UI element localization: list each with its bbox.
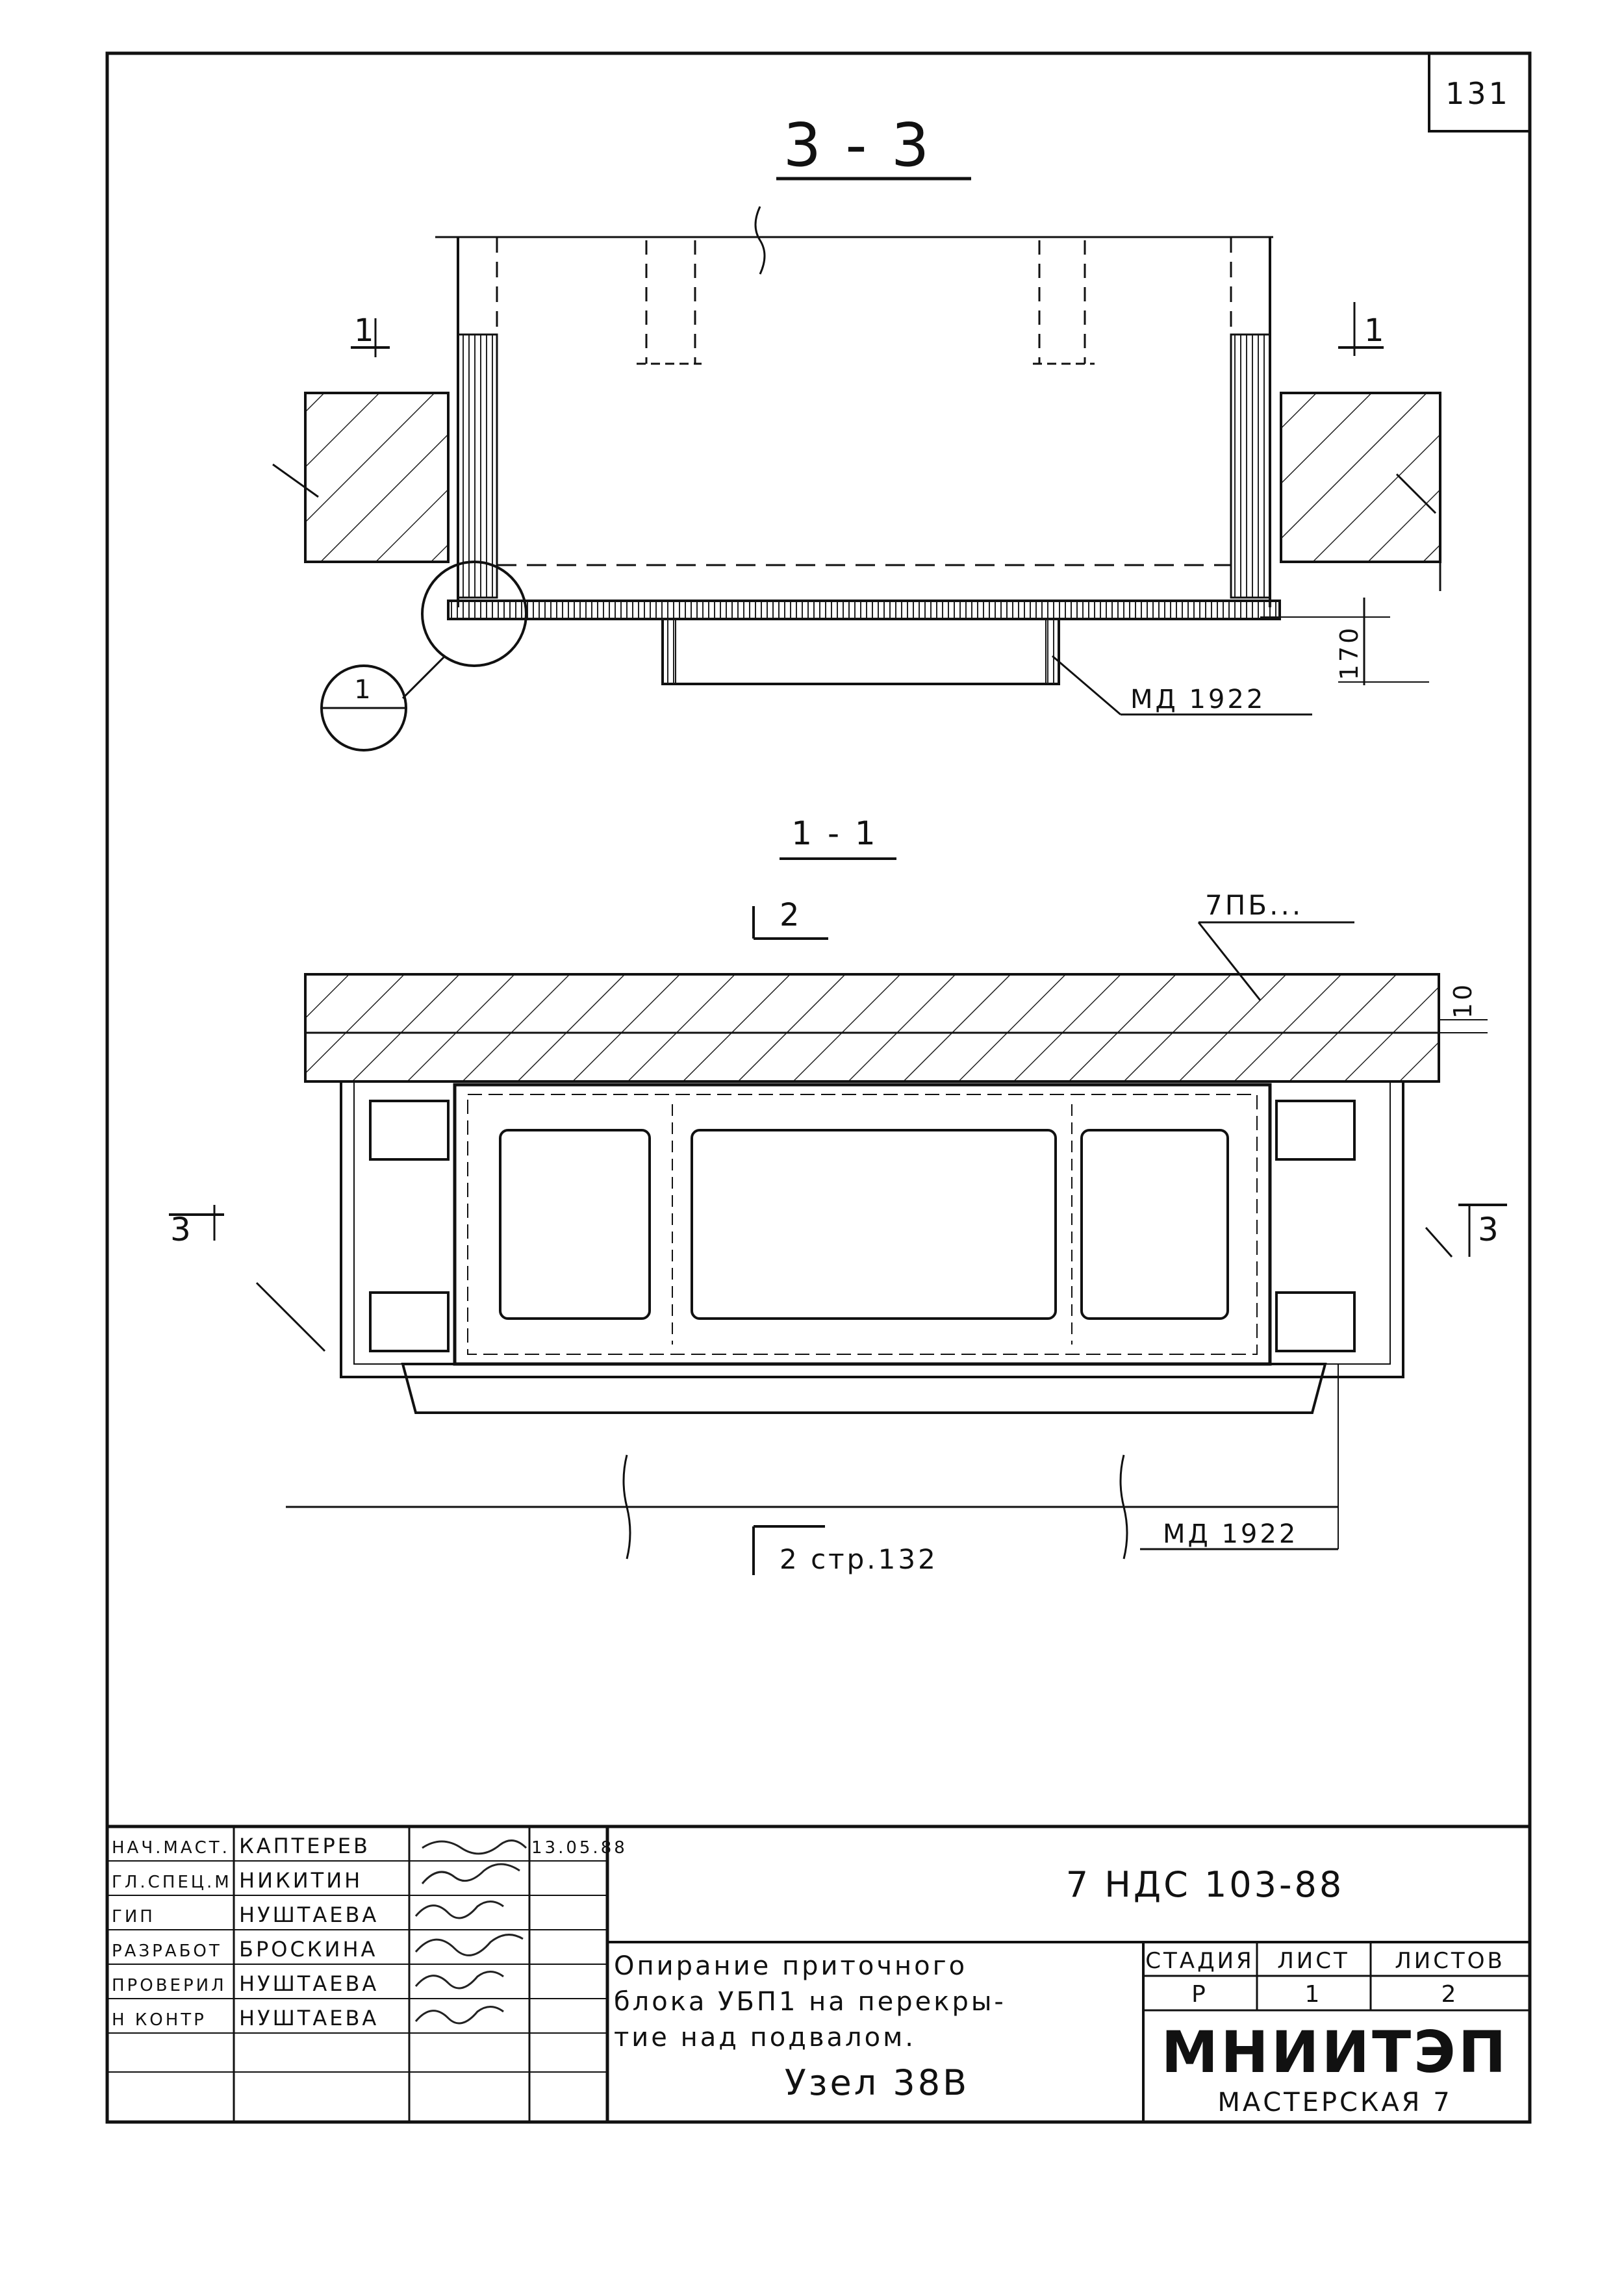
name-4: НУШТАЕВА xyxy=(239,1971,379,1996)
stage-value: Р xyxy=(1191,1981,1208,2008)
dimension-170: 170 xyxy=(1335,625,1364,681)
signature-4 xyxy=(416,1935,523,1956)
role-1: ГЛ.СПЕЦ.М xyxy=(112,1873,232,1892)
cut-2-bottom: 2 стр.132 xyxy=(780,1543,938,1575)
document-code: 7 НДС 103-88 xyxy=(1065,1864,1345,1905)
unit-panel-left xyxy=(500,1130,650,1319)
opening-frame-inner xyxy=(354,1081,1390,1364)
section-3-3-title: 3 - 3 xyxy=(783,110,932,180)
name-3: БРОСКИНА xyxy=(239,1937,378,1962)
cut-2-top: 2 xyxy=(780,897,802,933)
left-wall-section xyxy=(305,393,448,562)
description-line-3: тие над подвалом. xyxy=(614,2023,916,2053)
cut-1-right: 1 xyxy=(1364,312,1387,349)
node-label: Узел 38В xyxy=(784,2062,970,2103)
name-5: НУШТАЕВА xyxy=(239,2006,379,2030)
title-block xyxy=(107,1826,1530,2122)
stage-header: СТАДИЯ xyxy=(1145,1948,1254,1974)
support-bracket-bl xyxy=(370,1293,448,1351)
detail-callout-number: 1 xyxy=(354,675,374,705)
bottom-duct xyxy=(663,619,1059,684)
sheet-number-box xyxy=(1429,53,1530,131)
role-4: ПРОВЕРИЛ xyxy=(112,1976,227,1995)
section-3-3 xyxy=(273,110,1440,750)
unit-tray xyxy=(403,1364,1325,1413)
name-2: НУШТАЕВА xyxy=(239,1902,379,1927)
workshop-label: МАСТЕРСКАЯ 7 xyxy=(1217,2088,1453,2117)
cut-3-right: 3 xyxy=(1478,1211,1501,1248)
drawing-frame xyxy=(107,53,1530,2122)
role-5: Н КОНТР xyxy=(112,2010,207,2030)
name-0: КАПТЕРЕВ xyxy=(239,1834,370,1858)
leader-md-1922-top: МД 1922 xyxy=(1130,685,1266,714)
sheets-value: 2 xyxy=(1441,1981,1459,2008)
unit-panel-right xyxy=(1082,1130,1228,1319)
signature-2 xyxy=(422,1864,520,1884)
sheets-header: ЛИСТОВ xyxy=(1395,1948,1505,1974)
cut-1-left: 1 xyxy=(354,312,377,349)
slab-label: 7ПБ... xyxy=(1205,889,1304,921)
description-line-2: блока УБП1 на перекры- xyxy=(614,1987,1006,2017)
role-3: РАЗРАБОТ xyxy=(112,1941,222,1961)
section-1-1 xyxy=(169,815,1507,1575)
support-bracket-tl xyxy=(370,1101,448,1159)
sheet-value: 1 xyxy=(1304,1981,1323,2008)
role-2: ГИП xyxy=(112,1907,155,1927)
sheet-header: ЛИСТ xyxy=(1277,1948,1350,1974)
signature-3 xyxy=(416,1902,503,1919)
unit-panel-center xyxy=(692,1130,1056,1319)
supply-unit-body xyxy=(455,1085,1270,1364)
approval-date: 13.05.88 xyxy=(531,1838,628,1858)
signature-6 xyxy=(416,2007,503,2024)
signature-5 xyxy=(416,1972,503,1989)
role-0: НАЧ.МАСТ. xyxy=(112,1838,230,1858)
description-line-1: Опирание приточного xyxy=(614,1951,968,1981)
support-bracket-br xyxy=(1276,1293,1354,1351)
support-bracket-tr xyxy=(1276,1101,1354,1159)
right-wall-section xyxy=(1281,393,1440,562)
cut-3-left: 3 xyxy=(170,1211,194,1248)
name-1: НИКИТИН xyxy=(239,1868,363,1893)
signature-1 xyxy=(422,1841,526,1854)
base-plate xyxy=(448,601,1280,619)
floor-slab xyxy=(305,974,1439,1081)
section-1-1-title: 1 - 1 xyxy=(791,815,878,852)
sheet-number: 131 xyxy=(1445,76,1510,111)
organization-name: МНИИТЭП xyxy=(1161,2019,1509,2086)
leader-md-1922-bottom: МД 1922 xyxy=(1163,1519,1299,1549)
dimension-10: 10 xyxy=(1449,981,1477,1019)
